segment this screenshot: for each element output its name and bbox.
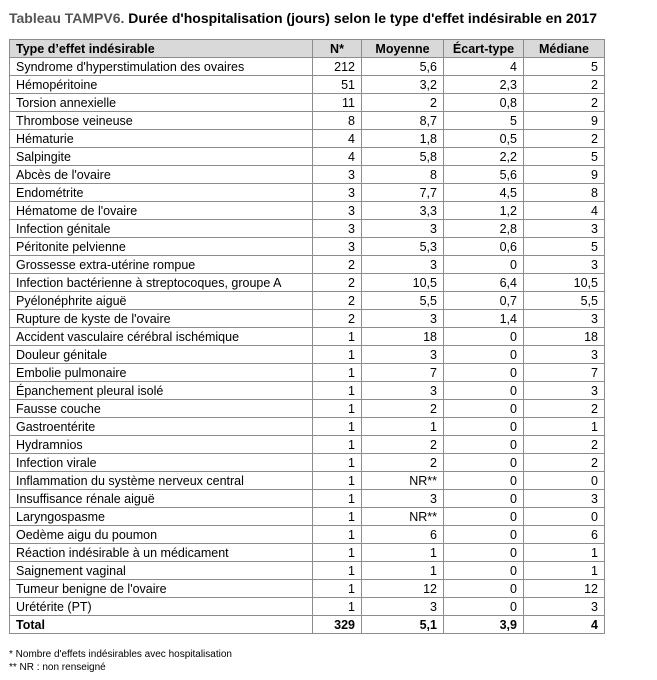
cell-sd: 0: [444, 562, 524, 580]
cell-median: 18: [524, 328, 605, 346]
cell-n: 3: [313, 166, 362, 184]
cell-mean: 3,3: [362, 202, 444, 220]
table-row: [10, 292, 605, 310]
cell-mean: 3,2: [362, 76, 444, 94]
cell-mean: 2: [362, 94, 444, 112]
table-row: [10, 382, 605, 400]
table-row: [10, 436, 605, 454]
cell-n: 329: [313, 616, 362, 634]
cell-median: 2: [524, 94, 605, 112]
cell-type: Hématurie: [10, 130, 313, 148]
cell-type: Salpingite: [10, 148, 313, 166]
cell-n: 51: [313, 76, 362, 94]
footnotes: [9, 648, 232, 674]
cell-sd: 0: [444, 346, 524, 364]
cell-type: Infection virale: [10, 454, 313, 472]
cell-sd: 0: [444, 256, 524, 274]
table-row: [10, 238, 605, 256]
cell-type: Infection génitale: [10, 220, 313, 238]
table-row: [10, 328, 605, 346]
cell-mean: 18: [362, 328, 444, 346]
cell-mean: 3: [362, 598, 444, 616]
cell-median: 3: [524, 256, 605, 274]
cell-n: 1: [313, 490, 362, 508]
cell-mean: 10,5: [362, 274, 444, 292]
cell-n: 1: [313, 526, 362, 544]
cell-median: 8: [524, 184, 605, 202]
cell-n: 1: [313, 400, 362, 418]
cell-mean: 3: [362, 256, 444, 274]
cell-median: 5: [524, 148, 605, 166]
table-row: [10, 526, 605, 544]
cell-mean: 3: [362, 346, 444, 364]
column-header-mean: Moyenne: [362, 40, 444, 58]
cell-sd: 0: [444, 454, 524, 472]
footnote-n: * Nombre d'effets indésirables avec hospitalisation: [9, 649, 232, 660]
cell-median: 4: [524, 202, 605, 220]
cell-type: Accident vasculaire cérébral ischémique: [10, 328, 313, 346]
cell-n: 2: [313, 274, 362, 292]
table-row: [10, 580, 605, 598]
cell-sd: 0: [444, 544, 524, 562]
cell-mean: 5,1: [362, 616, 444, 634]
cell-type: Hydramnios: [10, 436, 313, 454]
table-row: [10, 274, 605, 292]
cell-median: 2: [524, 130, 605, 148]
data-table: [9, 39, 605, 634]
cell-median: 3: [524, 346, 605, 364]
cell-sd: 0: [444, 508, 524, 526]
cell-sd: 0: [444, 382, 524, 400]
cell-median: 2: [524, 454, 605, 472]
cell-median: 9: [524, 112, 605, 130]
cell-type: Douleur génitale: [10, 346, 313, 364]
cell-mean: 3: [362, 310, 444, 328]
cell-sd: 0,6: [444, 238, 524, 256]
cell-type: Syndrome d'hyperstimulation des ovaires: [10, 58, 313, 76]
cell-mean: 1: [362, 544, 444, 562]
cell-mean: 2: [362, 400, 444, 418]
table-row: [10, 112, 605, 130]
cell-sd: 2,3: [444, 76, 524, 94]
cell-type: Embolie pulmonaire: [10, 364, 313, 382]
cell-median: 5,5: [524, 292, 605, 310]
cell-sd: 1,4: [444, 310, 524, 328]
cell-mean: 6: [362, 526, 444, 544]
cell-type: Rupture de kyste de l'ovaire: [10, 310, 313, 328]
cell-type: Hémopéritoine: [10, 76, 313, 94]
cell-type: Tumeur benigne de l'ovaire: [10, 580, 313, 598]
cell-n: 8: [313, 112, 362, 130]
table-row: [10, 544, 605, 562]
table-row: [10, 346, 605, 364]
cell-type: Abcès de l'ovaire: [10, 166, 313, 184]
cell-sd: 3,9: [444, 616, 524, 634]
column-header-median: Médiane: [524, 40, 605, 58]
table-row: [10, 472, 605, 490]
cell-median: 0: [524, 472, 605, 490]
cell-sd: 0: [444, 436, 524, 454]
cell-sd: 0,5: [444, 130, 524, 148]
table-row: [10, 454, 605, 472]
table-row: [10, 202, 605, 220]
cell-n: 1: [313, 382, 362, 400]
cell-sd: 4,5: [444, 184, 524, 202]
cell-sd: 4: [444, 58, 524, 76]
table-row: [10, 58, 605, 76]
cell-type: Réaction indésirable à un médicament: [10, 544, 313, 562]
cell-type: Infection bactérienne à streptocoques, groupe A: [10, 274, 313, 292]
cell-n: 1: [313, 544, 362, 562]
cell-sd: 0: [444, 364, 524, 382]
cell-n: 1: [313, 580, 362, 598]
footnote-nr: ** NR : non renseigné: [9, 662, 106, 673]
cell-sd: 5: [444, 112, 524, 130]
cell-n: 3: [313, 220, 362, 238]
cell-sd: 0,7: [444, 292, 524, 310]
cell-sd: 0: [444, 472, 524, 490]
cell-median: 4: [524, 616, 605, 634]
cell-sd: 0,8: [444, 94, 524, 112]
cell-median: 1: [524, 544, 605, 562]
cell-n: 1: [313, 418, 362, 436]
cell-sd: 6,4: [444, 274, 524, 292]
cell-mean: 5,5: [362, 292, 444, 310]
cell-n: 1: [313, 364, 362, 382]
cell-n: 2: [313, 256, 362, 274]
column-header-n: N*: [313, 40, 362, 58]
cell-n: 1: [313, 346, 362, 364]
cell-n: 212: [313, 58, 362, 76]
cell-median: 3: [524, 598, 605, 616]
cell-mean: 3: [362, 490, 444, 508]
cell-n: 3: [313, 184, 362, 202]
cell-sd: 0: [444, 580, 524, 598]
table-row: [10, 166, 605, 184]
table-body: [10, 58, 605, 634]
header-row: [10, 40, 605, 58]
cell-type: Thrombose veineuse: [10, 112, 313, 130]
cell-type: Pyélonéphrite aiguë: [10, 292, 313, 310]
table-row: [10, 490, 605, 508]
cell-type: Fausse couche: [10, 400, 313, 418]
cell-sd: 0: [444, 418, 524, 436]
cell-median: 3: [524, 310, 605, 328]
table-row: [10, 400, 605, 418]
cell-mean: 2: [362, 436, 444, 454]
cell-type: Saignement vaginal: [10, 562, 313, 580]
cell-mean: 1: [362, 418, 444, 436]
cell-median: 1: [524, 562, 605, 580]
cell-median: 3: [524, 382, 605, 400]
cell-sd: 0: [444, 400, 524, 418]
cell-type: Péritonite pelvienne: [10, 238, 313, 256]
cell-mean: 3: [362, 220, 444, 238]
cell-mean: NR**: [362, 472, 444, 490]
cell-mean: 5,6: [362, 58, 444, 76]
cell-median: 1: [524, 418, 605, 436]
cell-median: 12: [524, 580, 605, 598]
cell-median: 3: [524, 220, 605, 238]
cell-type: Gastroentérite: [10, 418, 313, 436]
cell-sd: 0: [444, 598, 524, 616]
cell-median: 10,5: [524, 274, 605, 292]
table-row: [10, 310, 605, 328]
cell-n: 11: [313, 94, 362, 112]
table-row: [10, 184, 605, 202]
cell-sd: 1,2: [444, 202, 524, 220]
cell-mean: 8,7: [362, 112, 444, 130]
cell-mean: 1,8: [362, 130, 444, 148]
table-row: [10, 256, 605, 274]
cell-mean: 5,8: [362, 148, 444, 166]
cell-n: 1: [313, 328, 362, 346]
cell-mean: 2: [362, 454, 444, 472]
table-row: [10, 364, 605, 382]
cell-mean: 7,7: [362, 184, 444, 202]
cell-sd: 2,2: [444, 148, 524, 166]
cell-median: 0: [524, 508, 605, 526]
cell-median: 5: [524, 58, 605, 76]
cell-median: 2: [524, 400, 605, 418]
cell-n: 1: [313, 454, 362, 472]
table-row: [10, 76, 605, 94]
table-row: [10, 130, 605, 148]
cell-n: 1: [313, 598, 362, 616]
cell-type: Oedème aigu du poumon: [10, 526, 313, 544]
total-row: [10, 616, 605, 634]
cell-type: Hématome de l'ovaire: [10, 202, 313, 220]
table-row: [10, 418, 605, 436]
cell-n: 1: [313, 436, 362, 454]
cell-mean: 3: [362, 382, 444, 400]
cell-type: Épanchement pleural isolé: [10, 382, 313, 400]
cell-median: 2: [524, 436, 605, 454]
cell-type: Inflammation du système nerveux central: [10, 472, 313, 490]
cell-n: 4: [313, 148, 362, 166]
column-header-sd: Écart-type: [444, 40, 524, 58]
cell-mean: 7: [362, 364, 444, 382]
cell-n: 2: [313, 310, 362, 328]
cell-median: 6: [524, 526, 605, 544]
cell-n: 2: [313, 292, 362, 310]
cell-mean: NR**: [362, 508, 444, 526]
table-row: [10, 508, 605, 526]
cell-n: 1: [313, 472, 362, 490]
table-title-lead: Tableau TAMPV6.: [9, 10, 125, 26]
cell-n: 1: [313, 562, 362, 580]
cell-n: 4: [313, 130, 362, 148]
cell-n: 3: [313, 238, 362, 256]
cell-type: Laryngospasme: [10, 508, 313, 526]
cell-mean: 1: [362, 562, 444, 580]
cell-type: Urétérite (PT): [10, 598, 313, 616]
cell-median: 3: [524, 490, 605, 508]
cell-sd: 0: [444, 328, 524, 346]
column-header-type: Type d’effet indésirable: [10, 40, 313, 58]
cell-median: 5: [524, 238, 605, 256]
table-row: [10, 562, 605, 580]
cell-mean: 8: [362, 166, 444, 184]
cell-sd: 0: [444, 526, 524, 544]
cell-type: Insuffisance rénale aiguë: [10, 490, 313, 508]
cell-n: 1: [313, 508, 362, 526]
cell-mean: 5,3: [362, 238, 444, 256]
cell-median: 2: [524, 76, 605, 94]
table-row: [10, 148, 605, 166]
cell-sd: 5,6: [444, 166, 524, 184]
cell-type: Total: [10, 616, 313, 634]
cell-mean: 12: [362, 580, 444, 598]
cell-type: Endométrite: [10, 184, 313, 202]
cell-median: 9: [524, 166, 605, 184]
table-row: [10, 598, 605, 616]
cell-median: 7: [524, 364, 605, 382]
table-title-text: Durée d'hospitalisation (jours) selon le type d'effet indésirable en 2017: [124, 10, 598, 26]
cell-n: 3: [313, 202, 362, 220]
table-row: [10, 220, 605, 238]
cell-sd: 0: [444, 490, 524, 508]
table-row: [10, 94, 605, 112]
cell-sd: 2,8: [444, 220, 524, 238]
cell-type: Grossesse extra-utérine rompue: [10, 256, 313, 274]
table-title: [9, 10, 597, 26]
cell-type: Torsion annexielle: [10, 94, 313, 112]
